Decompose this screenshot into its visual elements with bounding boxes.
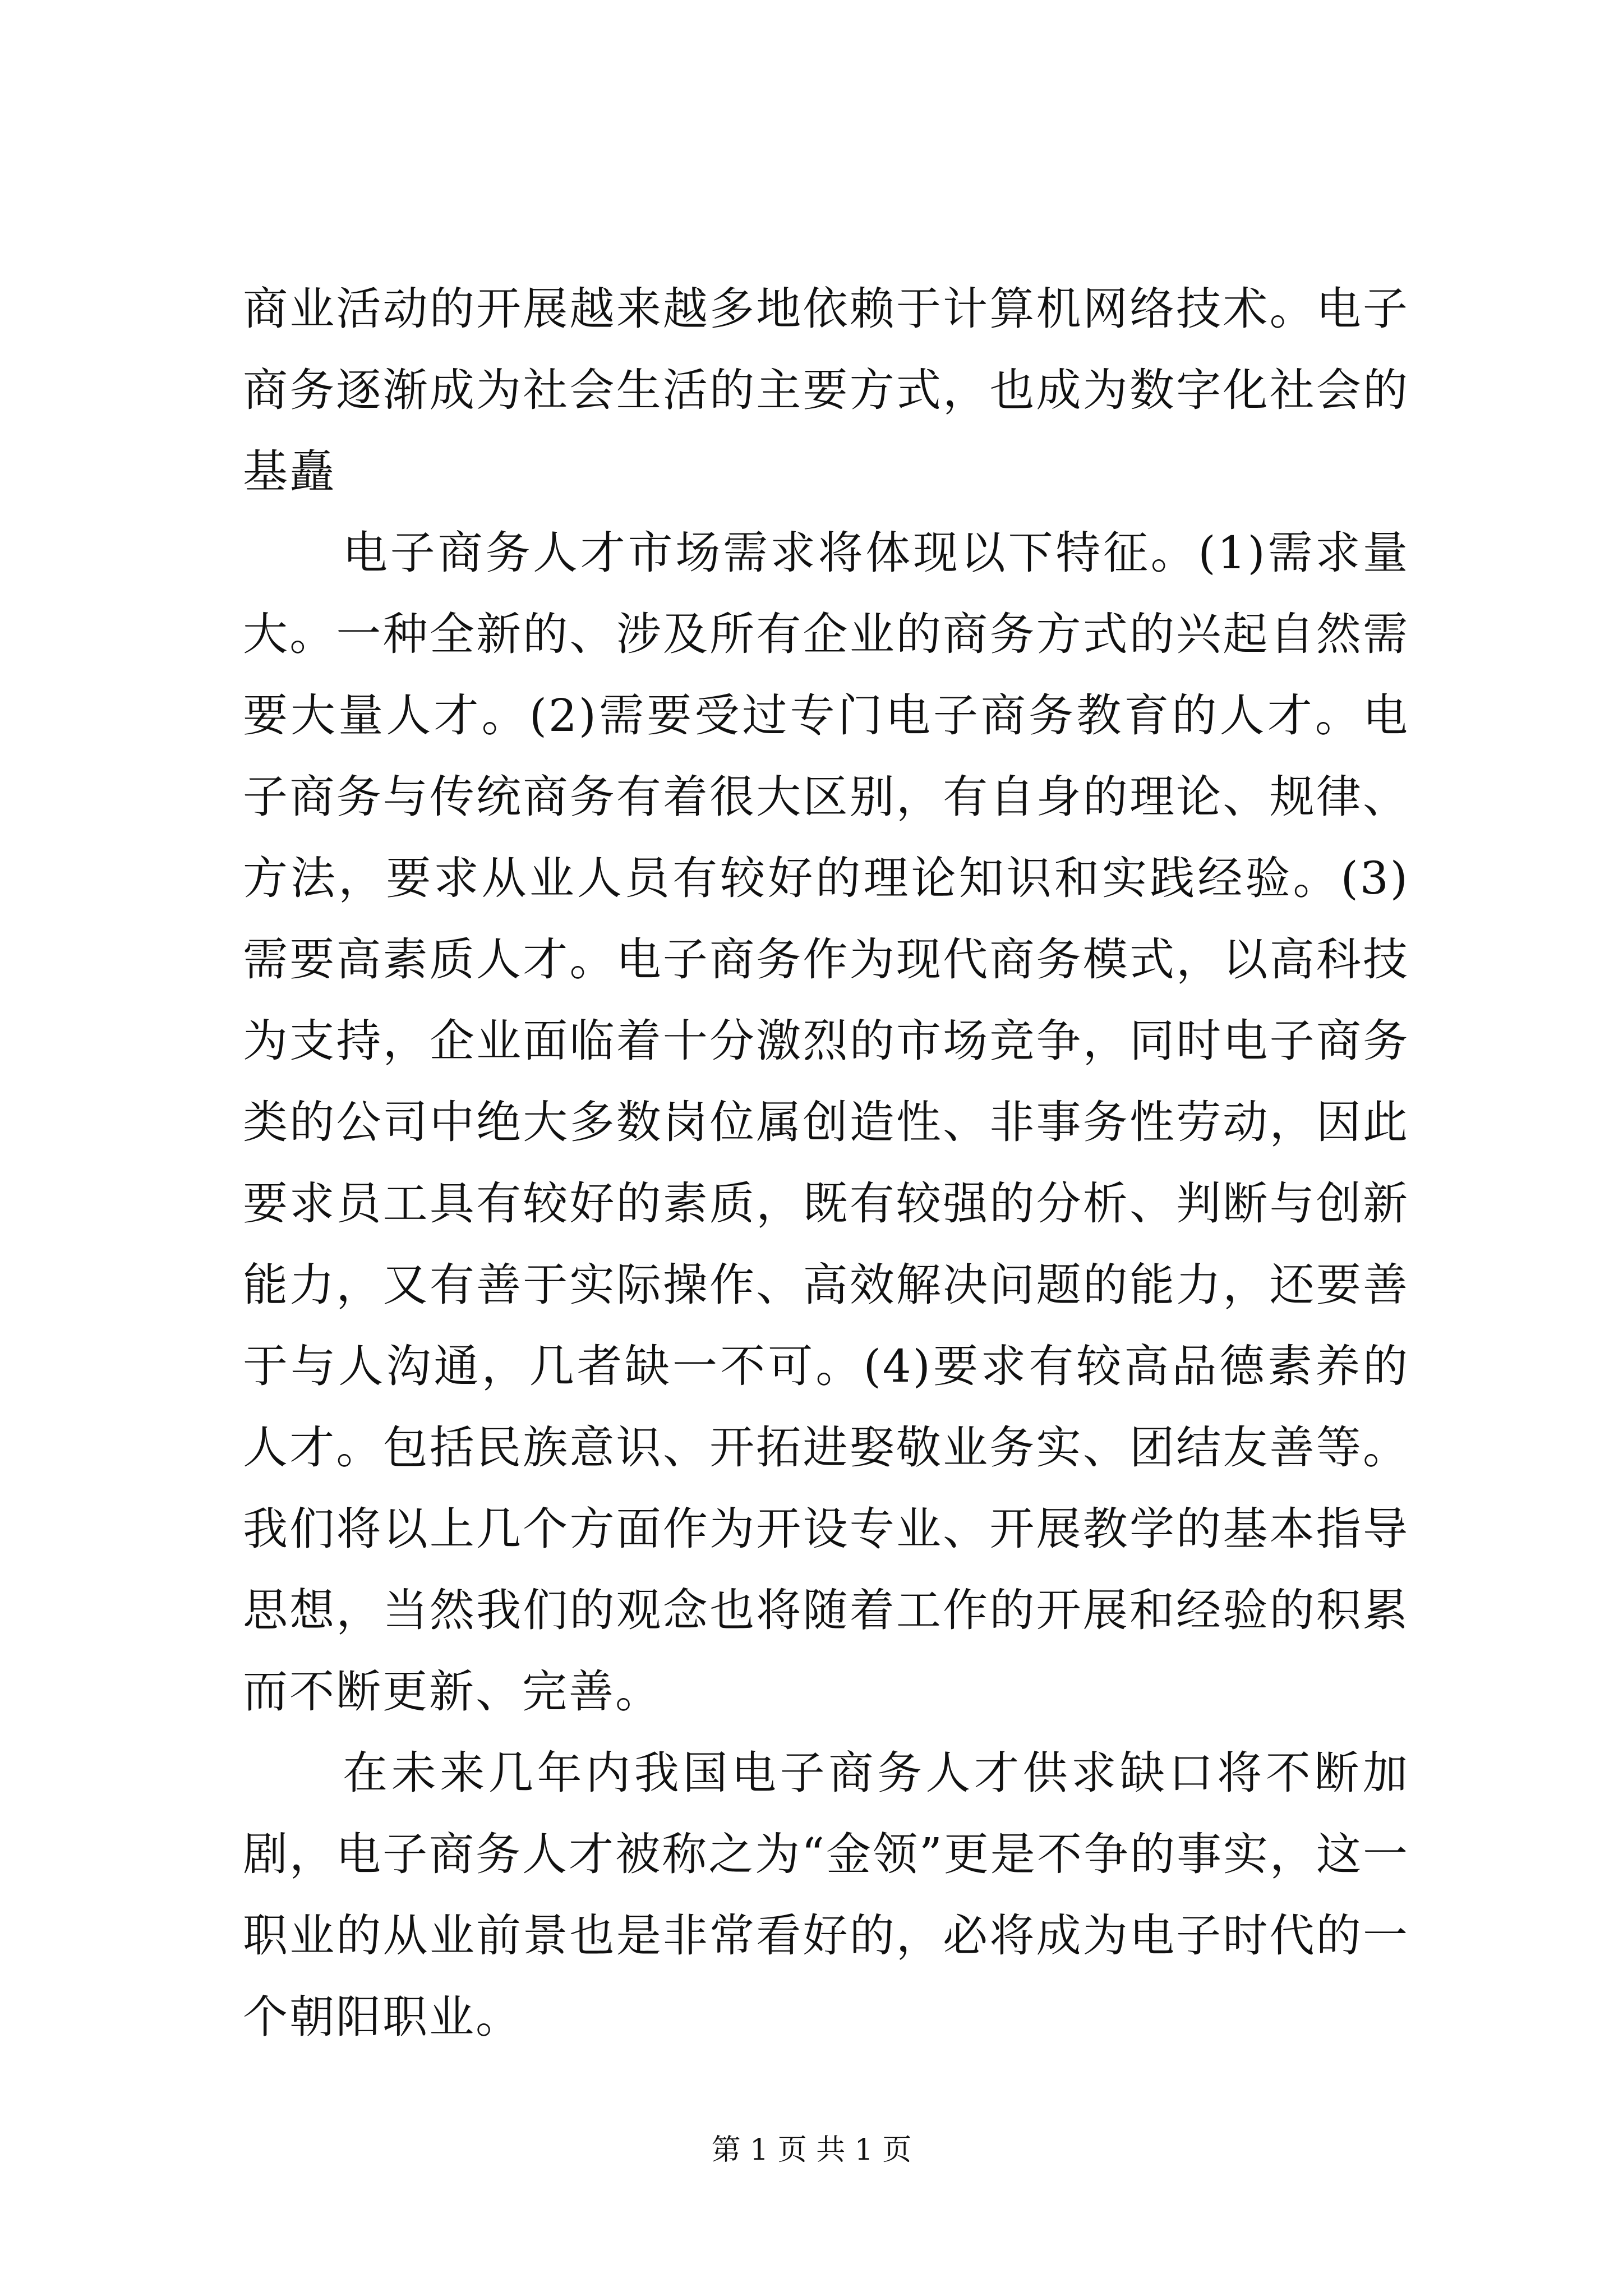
- paragraph-2: 电子商务人才市场需求将体现以下特征。(1)需求量大。一种全新的、涉及所有企业的商务方式的兴起自然需要大量人才。(2)需要受过专门电子商务教育的人才。电子商务与传统商务有着很大区别，有自身的理论、规律、方法，要求从业人员有较好的理论知识和实践经验。(3)需要高素质人才。电子商务作为现代商务模式，以高科技为支持，企业面临着十分激烈的市场竞争，同时电子商务类的公司中绝大多数岗位属创造性、非事务性劳动，因此要求员工具有较好的素质，既有较强的分析、判断与创新能力，又有善于实际操作、高效解决问题的能力，还要善于与人沟通，几者缺一不可。(4)要求有较高品德素养的人才。包括民族意识、开拓进娶敬业务实、团结友善等。我们将以上几个方面作为开设专业、开展教学的基本指导思想，当然我们的观念也将随着工作的开展和经验的积累而不断更新、完善。: [243, 527, 1409, 1718]
- paragraph-3: 在未来几年内我国电子商务人才供求缺口将不断加剧，电子商务人才被称之为“金领”更是不争的事实，这一职业的从业前景也是非常看好的，必将成为电子时代的一个朝阳职业。: [243, 1747, 1409, 2043]
- page-footer: 第 1 页 共 1 页: [711, 2133, 912, 2167]
- document-body: [243, 268, 1409, 2058]
- paragraph-1: 商业活动的开展越来越多地依赖于计算机网络技术。电子商务逐渐成为社会生活的主要方式，也成为数字化社会的基矗: [243, 283, 1409, 498]
